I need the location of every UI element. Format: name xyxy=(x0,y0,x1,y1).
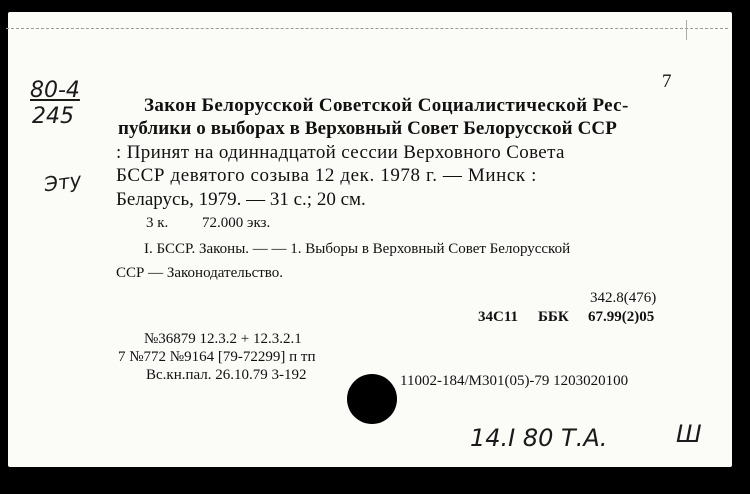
shelf-mark-bottom: 245 xyxy=(32,104,74,129)
subjects-line-2: ССР — Законодательство. xyxy=(116,265,284,281)
udc-code: 342.8(476) xyxy=(590,290,657,306)
title-line-5: Беларусь, 1979. — 31 с.; 20 см. xyxy=(116,189,366,210)
page-number: 7 xyxy=(662,71,672,92)
card-top-perforation xyxy=(6,28,728,29)
print-run: 72.000 экз. xyxy=(202,215,271,231)
title-line-4: БССР девятого созыва 12 дек. 1978 г. — Минск : xyxy=(116,165,537,186)
registration-line-1: №36879 12.3.2 + 12.3.2.1 xyxy=(144,331,302,347)
bbk-code: 67.99(2)05 xyxy=(588,309,655,325)
registration-line-3: Вс.кн.пал. 26.10.79 3-192 xyxy=(146,367,307,383)
bbk-label: ББК xyxy=(538,309,569,325)
library-code: 34С11 xyxy=(478,309,519,325)
title-line-2: публики о выборах в Верховный Совет Белорусской ССР xyxy=(118,118,617,139)
card-edge-mark xyxy=(686,20,701,40)
publisher-code: 11002-184/М301(05)-79 1203020100 xyxy=(400,373,629,389)
title-line-1: Закон Белорусской Советской Социалистической Рес- xyxy=(144,95,629,116)
shelf-mark-top: 80-4 xyxy=(30,78,80,103)
title-line-3: : Принят на одиннадцатой сессии Верховного Совета xyxy=(116,142,565,163)
handwritten-initials: Ш xyxy=(676,420,702,448)
registration-line-2: 7 №772 №9164 [79-72299] п тп xyxy=(118,349,316,365)
subjects-line-1: I. БССР. Законы. — — 1. Выборы в Верховный Совет Белорусской xyxy=(144,241,571,257)
price: 3 к. xyxy=(146,215,169,231)
punch-hole xyxy=(347,374,397,424)
handwritten-date: 14.I 80 Т.А. xyxy=(470,424,608,452)
handwritten-annotation: Эту xyxy=(42,167,83,197)
